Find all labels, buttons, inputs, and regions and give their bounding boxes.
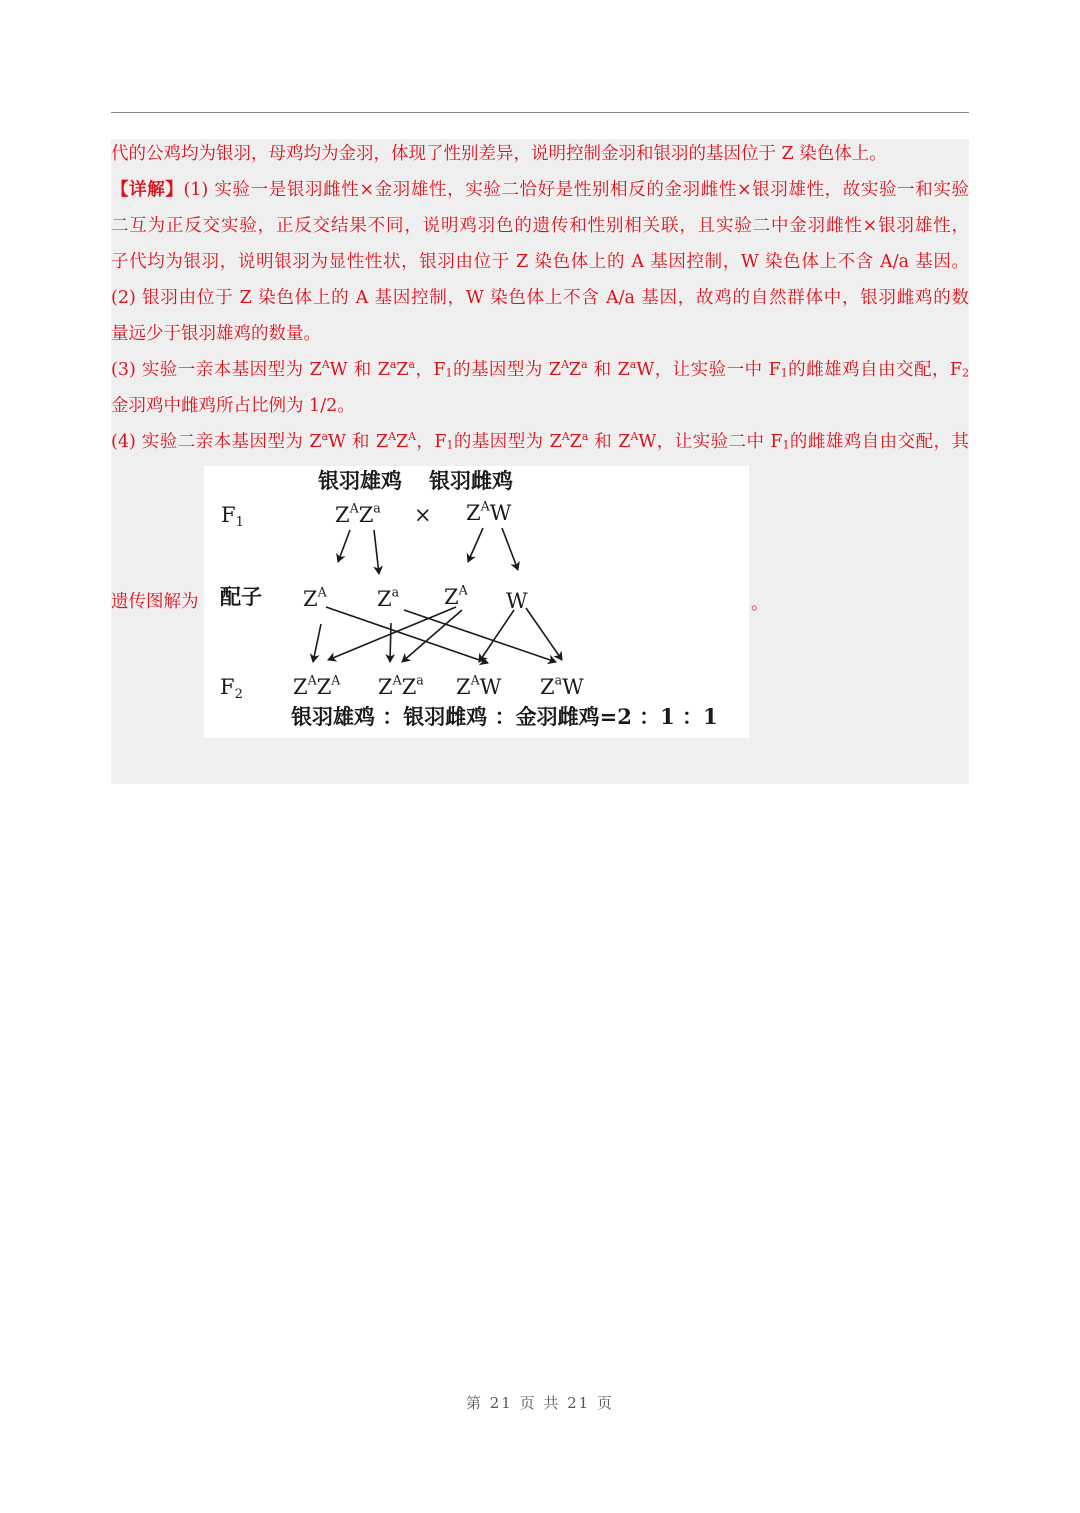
arrow-female-to-gamete-4: [502, 528, 518, 570]
explanation-line-1: 代的公鸡均为银羽，母鸡均为金羽，体现了性别差异，说明控制金羽和银羽的基因位于 Z 染色体上。: [111, 144, 887, 164]
parent-male-genotype: $Z^AZ^a$: [335, 500, 381, 527]
row-label-gamete: 配子: [220, 584, 262, 609]
explanation-line-2: [111, 178, 969, 202]
arrow-gamete4-to-offspring3: [479, 610, 514, 662]
arrow-gamete1-to-offspring1: [313, 624, 321, 662]
arrow-gamete4-to-offspring4: [526, 608, 562, 660]
arrow-gamete2-to-offspring2: [390, 623, 391, 662]
row-label-f2: $F_2$: [220, 675, 243, 702]
offspring-2: $Z^AZ^a$: [378, 672, 424, 699]
gamete-2: $Z^a$: [377, 584, 400, 611]
cross-symbol: ×: [414, 503, 432, 527]
arrow-gamete1-to-offspring3: [326, 607, 488, 663]
arrow-female-to-gamete-3: [468, 528, 483, 562]
row-label-f1: $F_1$: [221, 503, 244, 530]
offspring-ratio: 银羽雄鸡 ：银羽雌鸡 ：金羽雌鸡=2 ：1 ：1: [291, 704, 718, 729]
explanation-line-9: (4) 实验二亲本基因型为 $Z^aW$ 和 $Z^AZ^A$，$F_1$的基因型为 $Z^AZ^a$ 和 $Z^AW$，让实验二中 $F_1$的雌雄鸡自由交配，其: [111, 429, 969, 452]
offspring-1: $Z^AZ^A$: [293, 672, 341, 699]
explanation-line-4: 子代均为银羽，说明银羽为显性性状，银羽由位于 Z 染色体上的 A 基因控制，W 染色体上不含 A/a 基因。: [111, 252, 969, 272]
gamete-3: $Z^A$: [444, 582, 468, 609]
offspring-3: $Z^AW$: [456, 672, 502, 699]
gamete-4: W: [506, 589, 528, 613]
explanation-line-6: 量远少于银羽雄鸡的数量。: [111, 324, 321, 344]
arrow-male-to-gamete-2: [374, 530, 379, 574]
parent-label-silver-male: 银羽雄鸡: [318, 468, 402, 493]
explanation-line-8: 金羽鸡中雌鸡所占比例为 1/2。: [111, 396, 355, 416]
detail-tag: 【详解】: [111, 180, 184, 200]
diagram-closing-period: 。: [751, 594, 769, 614]
arrow-male-to-gamete-1: [338, 530, 350, 562]
explanation-line-7: (3) 实验一亲本基因型为 $Z^AW$ 和 $Z^aZ^a$，$F_1$的基因型为 $Z^AZ^a$ 和 $Z^aW$，让实验一中 $F_1$的雌雄鸡自由交配，$F_2$: [111, 357, 969, 380]
page-number-footer: 第 21 页 共 21 页: [465, 1394, 614, 1412]
diagram-intro-text: 遗传图解为: [111, 592, 199, 612]
explanation-line-3: 二互为正反交实验，正反交结果不同，说明鸡羽色的遗传和性别相关联，且实验二中金羽雌性×银羽雄性，: [111, 216, 969, 236]
part-1-text: (1) 实验一是银羽雌性×金羽雄性，实验二恰好是性别相反的金羽雌性×银羽雄性，故实验一和实验: [183, 180, 969, 200]
parent-female-genotype: $Z^AW$: [466, 498, 512, 525]
parent-label-silver-female: 银羽雌鸡: [429, 468, 513, 493]
gamete-1: $Z^A$: [303, 584, 327, 611]
answer-explanation-block: [111, 139, 969, 784]
header-rule: [111, 112, 969, 113]
genetic-cross-diagram: [204, 466, 749, 738]
explanation-line-5: (2) 银羽由位于 Z 染色体上的 A 基因控制，W 染色体上不含 A/a 基因，故鸡的自然群体中，银羽雌鸡的数: [111, 288, 969, 308]
offspring-4: $Z^aW$: [540, 672, 584, 699]
